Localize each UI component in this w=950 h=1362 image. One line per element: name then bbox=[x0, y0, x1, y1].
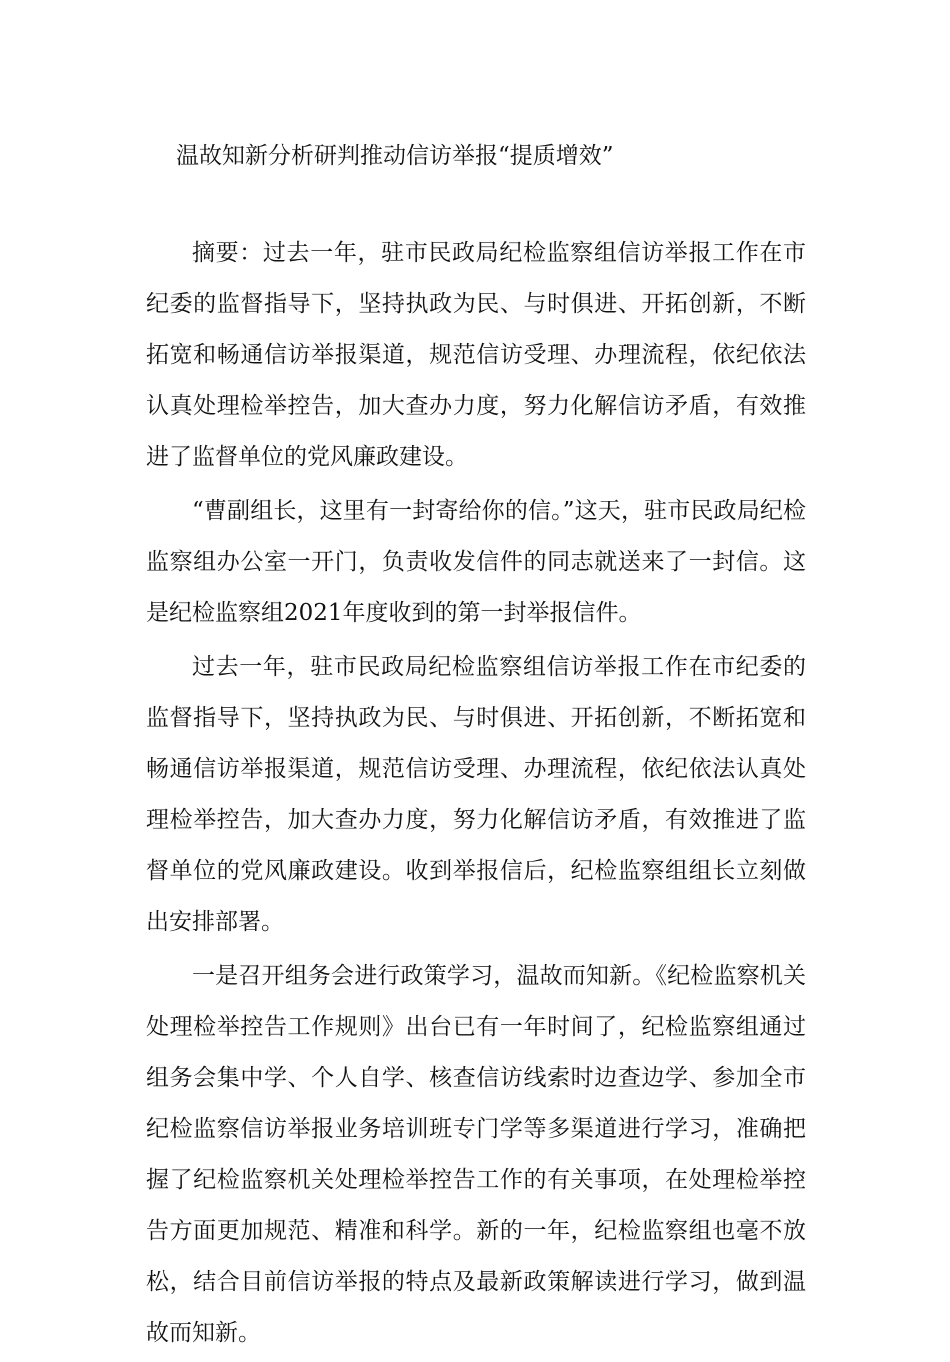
paragraph-study: 一是召开组务会进行政策学习，温故而知新。《纪检监察机关处理检举控告工作规则》出台已有一年时间了，纪检监察组通过组务会集中学、个人自学、核查信访线索时边查边学、参加全市纪检监察信访举报业务培训班专门学等多渠道进行学习，准确把握了纪检监察机关处理检举控告工作的有关事项，在处理检举控告方面更加规范、精准和科学。新的一年，纪检监察组也毫不放松，结合目前信访举报的特点及最新政策解读进行学习，做到温故而知新。 bbox=[146, 963, 806, 1346]
paragraph-letter: “曹副组长，这里有一封寄给你的信。”这天，驻市民政局纪检监察组办公室一开门，负责收发信件的同志就送来了一封信。这是纪检监察组2021年度收到的第一封举报信件。 bbox=[146, 498, 806, 626]
document-body bbox=[146, 228, 806, 1362]
document-title: 温故知新分析研判推动信访举报“提质增效” bbox=[176, 143, 614, 169]
paragraph-abstract: 摘要：过去一年，驻市民政局纪检监察组信访举报工作在市纪委的监督指导下，坚持执政为民、与时俱进、开拓创新，不断拓宽和畅通信访举报渠道，规范信访受理、办理流程，依纪依法认真处理检举控告，加大查办力度，努力化解信访矛盾，有效推进了监督单位的党风廉政建设。 bbox=[146, 240, 806, 470]
paragraph-past-year: 过去一年，驻市民政局纪检监察组信访举报工作在市纪委的监督指导下，坚持执政为民、与时俱进、开拓创新，不断拓宽和畅通信访举报渠道，规范信访受理、办理流程，依纪依法认真处理检举控告，加大查办力度，努力化解信访矛盾，有效推进了监督单位的党风廉政建设。收到举报信后，纪检监察组组长立刻做出安排部署。 bbox=[146, 654, 806, 935]
